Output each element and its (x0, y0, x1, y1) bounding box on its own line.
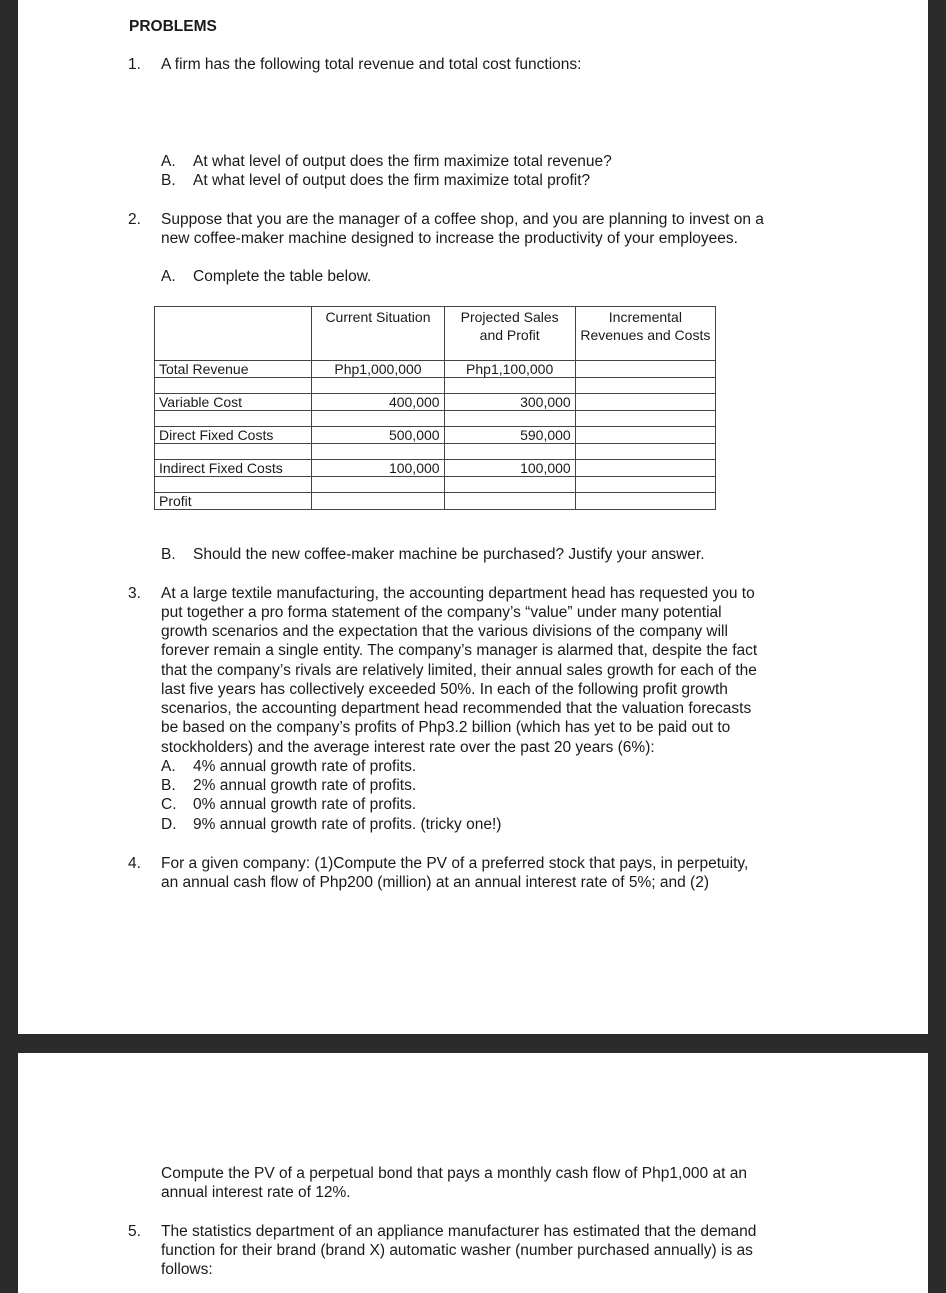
problem-4-cont-line-1: Compute the PV of a perpetual bond that pays a monthly cash flow of Php1,000 at an (161, 1165, 747, 1182)
problem-3-line: forever remain a single entity. The company’s manager is alarmed that, despite the fact (161, 642, 758, 659)
cell-projected: 590,000 (444, 427, 575, 444)
problem-1a-label: A. (161, 153, 176, 170)
table-row (155, 394, 716, 411)
problem-3-line: put together a pro forma statement of the company’s “value” under many potential (161, 604, 722, 621)
problem-3-line: scenarios, the accounting department head recommended that the valuation forecasts (161, 700, 752, 717)
cell-current (312, 493, 444, 510)
problem-1a-text: At what level of output does the firm maximize total revenue? (193, 153, 612, 170)
cell-current: 500,000 (312, 427, 444, 444)
problem-3-option-text: 0% annual growth rate of profits. (193, 796, 417, 813)
table-spacer-row (155, 411, 716, 427)
table-spacer-row (155, 477, 716, 493)
problem-2-number: 2. (128, 211, 141, 228)
table-row (155, 460, 716, 477)
problem-2-line-1: Suppose that you are the manager of a coffee shop, and you are planning to invest on a (161, 211, 764, 228)
problem-3-option-label: B. (161, 777, 176, 794)
problem-1b-text: At what level of output does the firm maximize total profit? (193, 172, 591, 189)
problem-3-number: 3. (128, 585, 141, 602)
problem-2b-label: B. (161, 546, 176, 563)
table-spacer-row (155, 444, 716, 460)
cell-incremental (575, 394, 715, 411)
problem-1b-label: B. (161, 172, 176, 189)
table-spacer-row (155, 378, 716, 394)
table-row (155, 493, 716, 510)
problem-2a-text: Complete the table below. (193, 268, 372, 285)
cell-projected: Php1,100,000 (444, 361, 575, 378)
problem-3-option-label: C. (161, 796, 177, 813)
table-header-current: Current Situation (312, 307, 444, 361)
cell-incremental (575, 427, 715, 444)
cell-current: Php1,000,000 (312, 361, 444, 378)
problem-3-option-text: 2% annual growth rate of profits. (193, 777, 417, 794)
table-header-incremental: Incremental Revenues and Costs (575, 307, 715, 361)
problem-3-line: that the company’s rivals are relatively limited, their annual sales growth for each of the (161, 662, 757, 679)
problem-3-line: growth scenarios and the expectation that the various divisions of the company will (161, 623, 728, 640)
problem-3-option-text: 9% annual growth rate of profits. (tricky one!) (193, 816, 502, 833)
cell-incremental (575, 493, 715, 510)
coffee-machine-table (154, 306, 716, 510)
problem-3-option-label: D. (161, 816, 177, 833)
table-row (155, 427, 716, 444)
problem-3-option-text: 4% annual growth rate of profits. (193, 758, 417, 775)
problem-4-number: 4. (128, 855, 141, 872)
problem-4-cont-line-2: annual interest rate of 12%. (161, 1184, 351, 1201)
cell-projected: 300,000 (444, 394, 575, 411)
problem-1-text: A firm has the following total revenue and total cost functions: (161, 56, 582, 73)
row-label: Direct Fixed Costs (155, 427, 312, 444)
table-row (155, 361, 716, 378)
problem-2-line-2: new coffee-maker machine designed to increase the productivity of your employees. (161, 230, 738, 247)
table-header-row (155, 307, 716, 361)
problem-4-line-1: For a given company: (1)Compute the PV of a preferred stock that pays, in perpetuity, (161, 855, 749, 872)
cell-projected: 100,000 (444, 460, 575, 477)
problem-2b-text: Should the new coffee-maker machine be purchased? Justify your answer. (193, 546, 705, 563)
cell-projected (444, 493, 575, 510)
problem-5-line-2: function for their brand (brand X) automatic washer (number purchased annually) is as (161, 1242, 753, 1259)
problem-3-option-label: A. (161, 758, 176, 775)
problem-3-line: last five years has collectively exceeded 50%. In each of the following profit growth (161, 681, 728, 698)
row-label: Total Revenue (155, 361, 312, 378)
document-page-2 (18, 1053, 928, 1293)
problem-3-line: be based on the company’s profits of Php3.2 billion (which has yet to be paid out to (161, 719, 731, 736)
cell-current: 100,000 (312, 460, 444, 477)
row-label: Profit (155, 493, 312, 510)
table-header-blank (155, 307, 312, 361)
problem-5-line-3: follows: (161, 1261, 213, 1278)
row-label: Variable Cost (155, 394, 312, 411)
problem-5-number: 5. (128, 1223, 141, 1240)
problem-1-number: 1. (128, 56, 141, 73)
problem-3-line: stockholders) and the average interest rate over the past 20 years (6%): (161, 739, 655, 756)
cell-current: 400,000 (312, 394, 444, 411)
page-heading: PROBLEMS (129, 18, 217, 35)
document-page-1 (18, 0, 928, 1034)
table-header-projected: Projected Sales and Profit (444, 307, 575, 361)
problem-3-line: At a large textile manufacturing, the accounting department head has requested you to (161, 585, 755, 602)
problem-2a-label: A. (161, 268, 176, 285)
row-label: Indirect Fixed Costs (155, 460, 312, 477)
cell-incremental (575, 361, 715, 378)
problem-5-line-1: The statistics department of an appliance manufacturer has estimated that the demand (161, 1223, 757, 1240)
cell-incremental (575, 460, 715, 477)
problem-4-line-2: an annual cash flow of Php200 (million) at an annual interest rate of 5%; and (2) (161, 874, 709, 891)
